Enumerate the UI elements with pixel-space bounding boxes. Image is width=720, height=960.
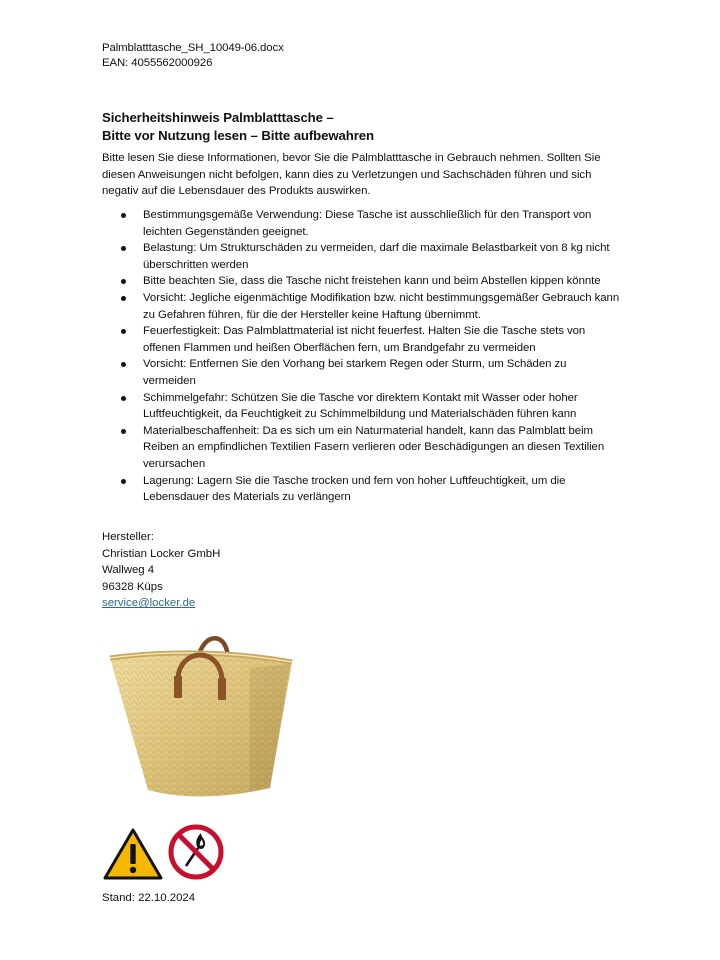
list-item: Vorsicht: Jegliche eigenmächtige Modifikation bzw. nicht bestimmungsgemäßer Gebrauch kann zu Gefahren führen, für die der Hersteller keine Haftung übernimmt. <box>102 290 622 323</box>
document-date: Stand: 22.10.2024 <box>102 892 196 904</box>
intro-paragraph: Bitte lesen Sie diese Informationen, bevor Sie die Palmblatttasche in Gebrauch nehmen. Sollten Sie diesen Anweisungen nicht befolgen, kann dies zu Verletzungen und Sachschäden führen und sich negativ auf die Lebensdauer des Produkts auswirken. <box>102 152 601 198</box>
manufacturer-street: Wallweg 4 <box>102 564 155 577</box>
list-item: Bestimmungsgemäße Verwendung: Diese Tasche ist ausschließlich für den Transport von leichten Gegenständen geeignet. <box>102 207 622 240</box>
manufacturer-company: Christian Locker GmbH <box>102 547 221 560</box>
bullet-icon <box>121 296 126 301</box>
ean-code: EAN: 4055562000926 <box>102 57 213 69</box>
list-item: Feuerfestigkeit: Das Palmblattmaterial ist nicht feuerfest. Halten Sie die Tasche stets von offenen Flammen und heißen Oberflächen fern, um Brandgefahr zu vermeiden <box>102 323 622 356</box>
file-name: Palmblatttasche_SH_10049-06.docx <box>102 42 284 54</box>
safety-list <box>102 207 622 506</box>
list-item: Vorsicht: Entfernen Sie den Vorhang bei starkem Regen oder Sturm, um Schäden zu vermeiden <box>102 356 622 389</box>
list-item: Belastung: Um Strukturschäden zu vermeiden, darf die maximale Belastbarkeit von 8 kg nicht überschritten werden <box>102 240 622 273</box>
manufacturer-city: 96328 Küps <box>102 580 163 593</box>
title-line-1: Sicherheitshinweis Palmblatttasche – <box>102 110 334 125</box>
basket-image <box>100 628 300 810</box>
no-open-flame-icon <box>168 824 224 880</box>
bullet-icon <box>121 213 126 218</box>
bullet-icon <box>121 396 126 401</box>
title-line-2: Bitte vor Nutzung lesen – Bitte aufbewahren <box>102 128 374 143</box>
manufacturer-label: Hersteller: <box>102 531 154 543</box>
manufacturer-block <box>102 529 220 612</box>
bullet-icon <box>121 279 126 284</box>
list-item: Bitte beachten Sie, dass die Tasche nicht freistehen kann und beim Abstellen kippen könnte <box>102 273 622 290</box>
list-item: Schimmelgefahr: Schützen Sie die Tasche vor direktem Kontakt mit Wasser oder hoher Luftfeuchtigkeit, da Feuchtigkeit zu Schimmelbildung und Materialschäden führen kann <box>102 390 622 423</box>
bullet-icon <box>121 479 126 484</box>
warning-triangle-icon <box>103 828 163 880</box>
bullet-icon <box>121 246 126 251</box>
bullet-icon <box>121 362 126 367</box>
list-item: Materialbeschaffenheit: Da es sich um ein Naturmaterial handelt, kann das Palmblatt beim Reiben an empfindlichen Textilien Fasern verlieren oder Beschädigungen an diesen Textilien verursachen <box>102 423 622 473</box>
bullet-icon <box>121 329 126 334</box>
list-item: Lagerung: Lagern Sie die Tasche trocken und fern von hoher Luftfeuchtigkeit, um die Lebensdauer des Materials zu verlängern <box>102 473 622 506</box>
bullet-icon <box>121 429 126 434</box>
email-link[interactable]: service@locker.de <box>102 597 196 610</box>
